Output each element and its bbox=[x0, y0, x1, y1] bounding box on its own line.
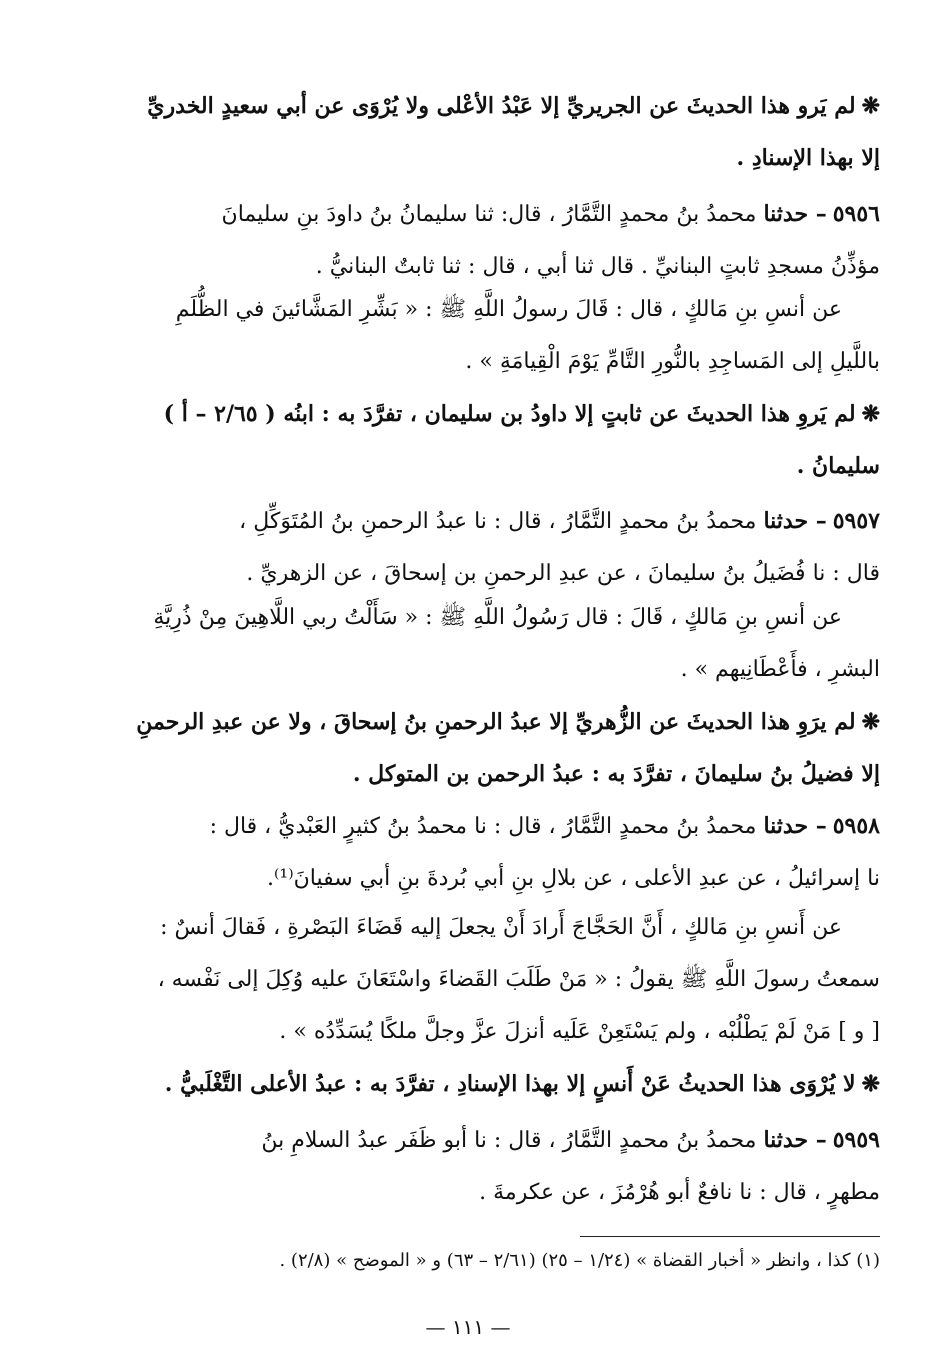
hadith-opening: – حدثنا bbox=[763, 1127, 827, 1153]
narration-note bbox=[56, 696, 880, 800]
hadith-text bbox=[56, 284, 880, 388]
asterisk-icon: ❋ bbox=[861, 1071, 880, 1097]
narration-note bbox=[56, 80, 880, 184]
footnote: (١) كذا ، وانظر « أخبار القضاة » (١/٢٤ – ٢٥) (٢/٦١ – ٦٣) و « الموضح » (٢/٨) . bbox=[279, 1250, 880, 1271]
text-line: مطهرٍ ، قال : نا نافعٌ أبو هُرْمُزَ ، عن عكرمةَ . bbox=[479, 1180, 880, 1205]
footnote-divider bbox=[580, 1236, 880, 1237]
asterisk-icon: ❋ bbox=[861, 401, 880, 427]
text-line: عن أنسِ بنِ مَالكٍ ، قال : قَالَ رسولُ اللَّهِ ﷺ : « بَشِّرِ المَشَّائينَ في الظُّلَمِ bbox=[175, 297, 842, 322]
hadith-opening: – حدثنا bbox=[763, 508, 827, 534]
hadith-text bbox=[56, 592, 880, 696]
hadith-chain bbox=[56, 1114, 880, 1219]
text-line: نا إسرائيلُ ، عن عبدِ الأعلى ، عن بلالِ بنِ أبي بُردةَ بنِ أبي سفيانَ⁽¹⁾. bbox=[266, 866, 880, 891]
hadith-chain bbox=[56, 495, 880, 600]
hadith-chain bbox=[56, 188, 880, 293]
asterisk-icon: ❋ bbox=[861, 93, 880, 119]
hadith-opening: – حدثنا bbox=[763, 201, 827, 227]
text-line: ٥٩٥٨– حدثنا محمدُ بنُ محمدٍ التَّمَّارُ ، قال : نا محمدُ بنُ كثيرٍ العَبْديُّ ، قال : bbox=[209, 813, 880, 839]
text-line: إلا فضيلُ بنُ سليمانَ ، تفرَّدَ به : عبدُ الرحمن بن المتوكل . bbox=[352, 761, 880, 787]
text-line: ❋لم يَروِ هذا الحديثَ عن ثابتٍ إلا داودُ بن سليمان ، تفرَّدَ به : ابنُه ( ٢/٦٥ – أ ) bbox=[163, 401, 880, 427]
narration-note bbox=[56, 388, 880, 492]
text-line: باللَّيلِ إلى المَساجِدِ بالنُّورِ التَّامِّ يَوْمَ الْقِيامَةِ » . bbox=[465, 349, 880, 374]
text-line: سمعتُ رسولَ اللَّهِ ﷺ يقولُ : « مَنْ طَلَبَ القَضاءَ واسْتَعَانَ عليه وُكِلَ إلى نَفْسه ، bbox=[157, 967, 880, 992]
text-line: ٥٩٥٩– حدثنا محمدُ بنُ محمدٍ التَّمَّارُ ، قال : نا أبو ظَفَر عبدُ السلامِ بنُ bbox=[261, 1127, 880, 1153]
text-line: مؤذِّنُ مسجدِ ثابتٍ البنانيِّ . قال ثنا أبي ، قال : ثنا ثابتٌ البنانيُّ . bbox=[315, 254, 880, 279]
hadith-number: ٥٩٥٦ bbox=[832, 201, 880, 227]
text-line: ٥٩٥٦– حدثنا محمدُ بنُ محمدٍ التَّمَّارُ ، قال: ثنا سليمانُ بنُ داودَ بنِ سليمانَ bbox=[221, 201, 880, 227]
text-line: عن أنسِ بنِ مَالكٍ ، قَالَ : قال رَسُولُ اللَّهِ ﷺ : « سَأَلْتُ ربي اللَّاهِينَ مِنْ ذُرِيَّةِ bbox=[153, 605, 842, 630]
text-line: سليمانُ . bbox=[796, 453, 880, 479]
hadith-number: ٥٩٥٧ bbox=[832, 508, 880, 534]
text-line: ❋لم يرَوِ هذا الحديثَ عن الزُّهريِّ إلا عبدُ الرحمنِ بنُ إسحاقَ ، ولا عن عبدِ الرحمنِ bbox=[136, 709, 880, 735]
hadith-text bbox=[56, 902, 880, 1058]
narration-note bbox=[56, 1058, 880, 1110]
page-number: — ١١١ — bbox=[425, 1315, 511, 1339]
text-line: قال : نا فُضَيلُ بنُ سليمانَ ، عن عبدِ الرحمنِ بن إسحاقَ ، عن الزهريِّ . bbox=[246, 561, 880, 586]
text-line: عن أَنسِ بنِ مَالكٍ ، أَنَّ الحَجَّاجَ أَرادَ أَنْ يجعلَ إليه قَضَاءَ البَصْرةِ ، فَقالَ أنسٌ : bbox=[160, 915, 842, 940]
hadith-number: ٥٩٥٨ bbox=[832, 813, 880, 839]
text-line: ❋لا يُرْوَى هذا الحديثُ عَنْ أَنسٍ إلا بهذا الإسنادِ ، تفرَّدَ به : عبدُ الأعلى التَّغْلَبيُّ . bbox=[164, 1071, 880, 1097]
text-line: إلا بهذا الإسنادِ . bbox=[736, 145, 880, 171]
hadith-chain bbox=[56, 800, 880, 905]
text-line: البشرِ ، فأَعْطَانِيهم » . bbox=[680, 657, 880, 682]
asterisk-icon: ❋ bbox=[861, 709, 880, 735]
hadith-number: ٥٩٥٩ bbox=[832, 1127, 880, 1153]
text-line: [ و ] مَنْ لَمْ يَطْلُبْه ، ولم يَسْتَعِنْ عَلَيه أنزلَ عزَّ وجلَّ ملكًا يُسَدِّدُه » . bbox=[279, 1019, 880, 1044]
text-line: ❋لم يَرو هذا الحديثَ عن الجريريِّ إلا عَبْدُ الأعْلى ولا يُرْوَى عن أبي سعيدٍ الخدريِّ bbox=[147, 93, 880, 119]
text-line: ٥٩٥٧– حدثنا محمدُ بنُ محمدٍ التَّمَّارُ ، قال : نا عبدُ الرحمنِ بنُ المُتَوَكِّلِ ، bbox=[239, 508, 880, 534]
book-page bbox=[56, 80, 880, 1350]
hadith-opening: – حدثنا bbox=[763, 813, 827, 839]
